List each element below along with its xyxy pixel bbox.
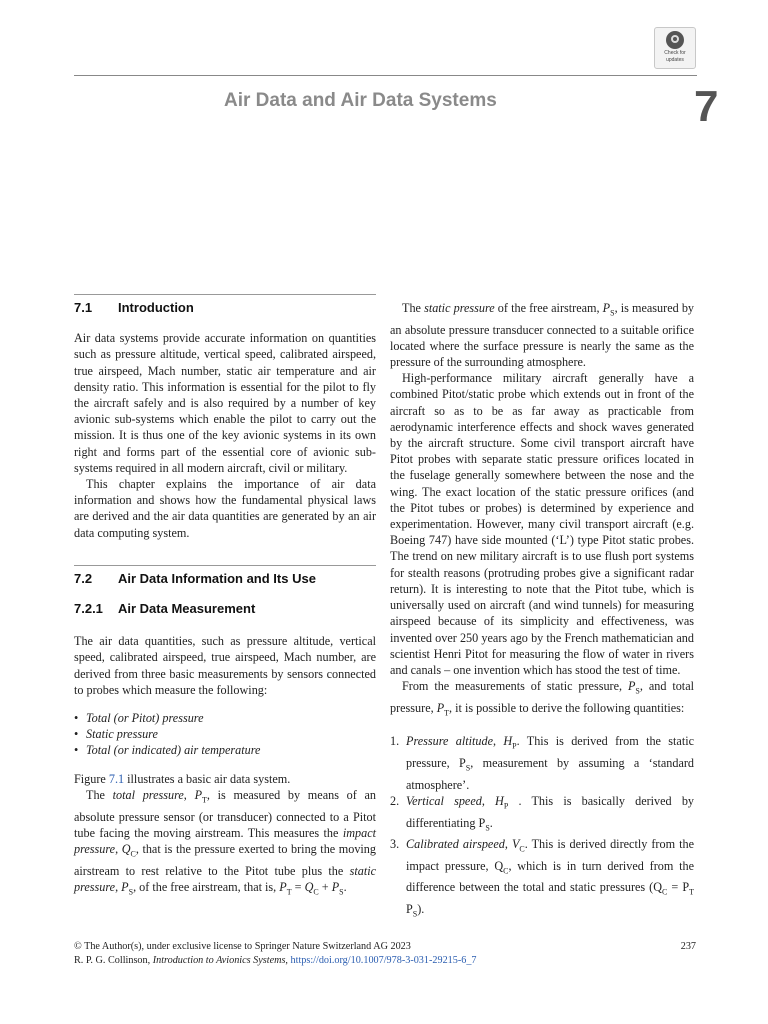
list-item: 2. Vertical speed, $H_P$ . This is basically derived by differentiating $P_S$. <box>390 793 695 832</box>
intro-paragraph-2: This chapter explains the importance of air data information and shows how the fundamental physical laws are derived and the air data quantities are generated by an air data computing system. <box>74 477 376 540</box>
header-rule <box>74 75 697 76</box>
left-column <box>74 294 376 900</box>
page-footer <box>74 940 696 968</box>
pitot-probe-paragraph: High-performance military aircraft generally have a combined Pitot/static probe which extends out in front of the aircraft so as to be as far away as practicable from aerodynamic interference effects and shock waves generated by the aircraft structure. Some civil transport aircraft have Pitot probes with separate static pressure orifices located in the fuselage generally somewhere between the nose and the wing. The exact location of the static pressure orifices (and the Pitot tubes or probes) is determined by experience and experimentation. However, many civil transport aircraft (e.g. Boeing 747) have side mounted (‘L’) type Pitot static probes. The trend on new military aircraft is to use flush port systems for stealth reasons (protruding probes give a significant radar return). It is interesting to note that the Pitot tube, which is universally used on aircraft (and wind tunnels) for measuring airspeed because of its simplicity and effectiveness, was invented over 250 years ago by the French mathematician and scientist Henri Pitot for measuring the flow of water in rivers and canals – one invention which has stood the test of time. <box>390 371 694 677</box>
section-7-2-heading-block <box>74 565 376 587</box>
subsection-heading: 7.2.1 Air Data Measurement <box>74 601 256 617</box>
list-item: • Total (or indicated) air temperature <box>74 742 376 758</box>
list-item: 3. Calibrated airspeed, $V_C$. This is derived directly from the impact pressure, $Q_C$, which is in turn derived from the difference between the total and static pressures ($Q_C = P_T$ $P_S$). <box>390 837 694 919</box>
section-7-1-heading-block <box>74 294 376 316</box>
section-heading: 7.2 Air Data Information and Its Use <box>74 570 316 586</box>
badge-text-2: updates <box>666 57 684 63</box>
static-pressure-paragraph: The static pressure of the free airstream, $P_S$, is measured by an absolute pressure transducer connected to a suitable orifice located where the surface pressure is nearly the same as the pressure of the surrounding atmosphere. <box>390 301 695 370</box>
intro-paragraph-1: Air data systems provide accurate information on quantities such as pressure altitude, vertical speed, calibrated airspeed, true airspeed, Mach number, static air temperature and air density ratio. This information is essential for the pilot to fly the aircraft safely and is also required by a number of key avionic sub-systems which enable the pilot to carry out the mission. It is thus one of the key avionic systems in its own right and forms part of the essential core of avionic sub-systems required in all modern aircraft, civil or military. <box>74 331 376 475</box>
derived-quantities-paragraph: From the measurements of static pressure, $P_S$, and total pressure, $P_T$, it is possible to derive the following quantities: <box>390 679 694 718</box>
total-pressure-paragraph: The total pressure, $P_T$, is measured by means of an absolute pressure sensor (or transducer) connected to a Pitot tube facing the moving airstream. This measures the impact pressure, $Q_C$, that is the pressure exerted to bring the moving airstream to rest relative to the Pitot tube plus the static pressure, $P_S$, of the free airstream, that is, $P_T = Q_C + P_S$. <box>74 787 377 897</box>
update-icon <box>666 31 684 49</box>
doi-link[interactable]: https://doi.org/10.1007/978-3-031-29215-6_7 <box>290 955 477 966</box>
list-item: 1. Pressure altitude, $H_P$. This is derived from the static pressure, $P_S$, measurement by assuming a ‘standard atmosphere’. <box>390 734 695 792</box>
figure-link[interactable]: 7.1 <box>108 771 125 786</box>
measurement-list <box>74 710 376 759</box>
check-for-updates-badge[interactable] <box>654 27 696 69</box>
derived-quantities-list <box>390 733 694 922</box>
badge-text-1: Check for <box>664 50 686 56</box>
right-column <box>390 300 694 923</box>
chapter-number: 7 <box>694 82 719 131</box>
page-number: 237 <box>680 941 696 952</box>
section-heading: 7.1 Introduction <box>74 300 194 315</box>
figure-reference-paragraph: Figure 7.1 illustrates a basic air data system. <box>74 771 291 786</box>
list-item: • Static pressure <box>74 726 376 742</box>
copyright-line: © The Author(s), under exclusive license to Springer Nature Switzerland AG 2023 <box>74 941 411 952</box>
citation-line: R. P. G. Collinson, Introduction to Avionics Systems, https://doi.org/10.1007/978-3-031-29215-6_7 <box>74 955 477 966</box>
measurement-paragraph: The air data quantities, such as pressure altitude, vertical speed, calibrated airspeed, true airspeed, Mach number, are derived from three basic measurements by sensors connected to probes which measure the following: <box>74 634 376 697</box>
list-item: • Total (or Pitot) pressure <box>74 710 376 726</box>
chapter-title: Air Data and Air Data Systems <box>224 90 497 111</box>
